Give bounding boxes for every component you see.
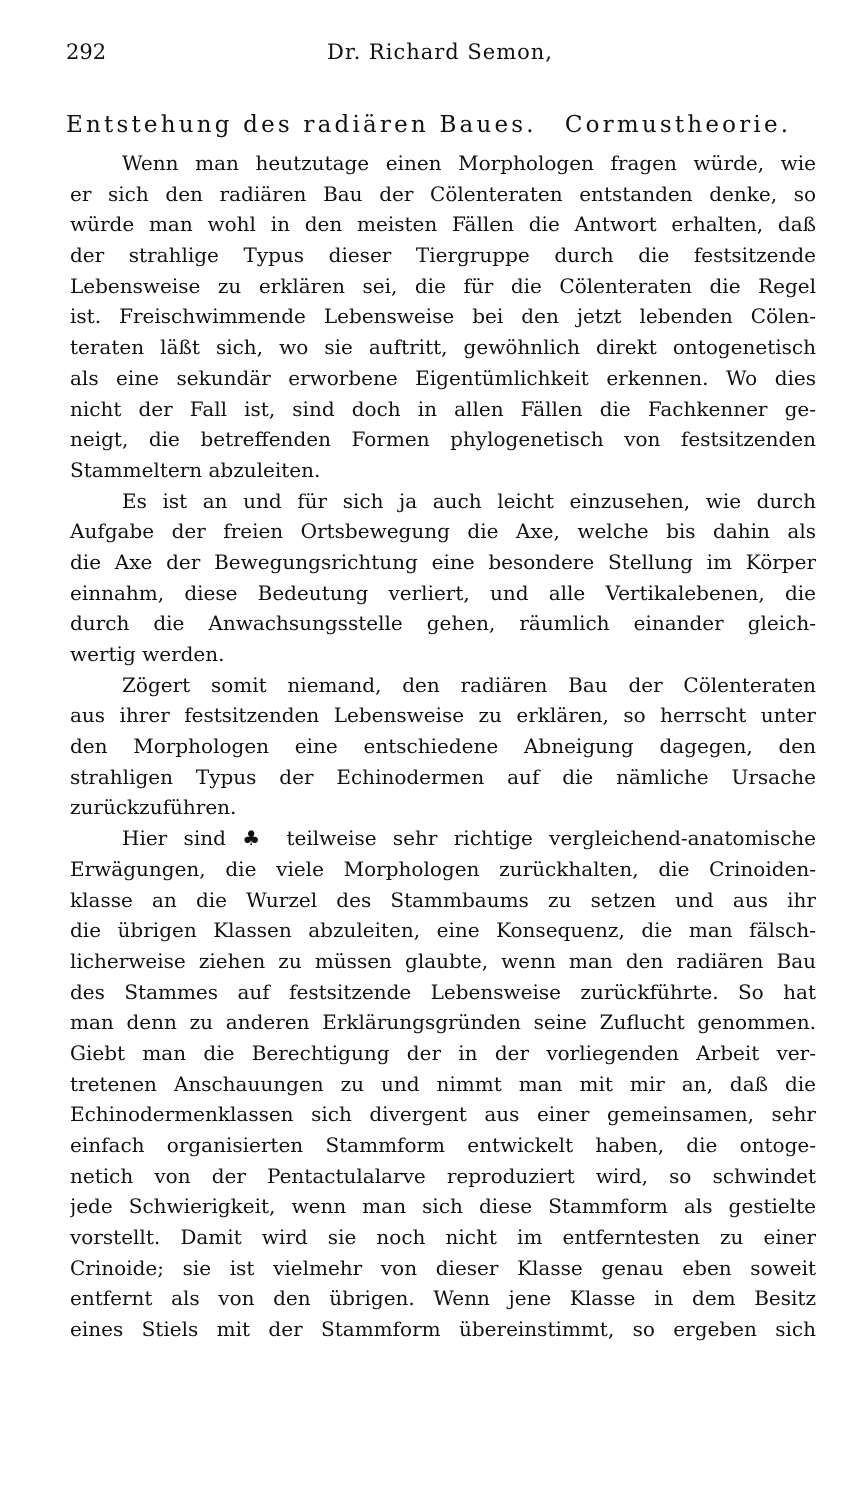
text-line: den Morphologen eine entschiedene Abneigung dagegen, den xyxy=(70,734,816,759)
text-line: Crinoide; sie ist vielmehr von dieser Klasse genau eben soweit xyxy=(70,1255,816,1280)
text-line: Aufgabe der freien Ortsbewegung die Axe, welche bis dahin als xyxy=(70,519,816,544)
text-line: tretenen Anschauungen zu und nimmt man mit mir an, daß die xyxy=(70,1071,816,1096)
text-line: Es ist an und für sich ja auch leicht einzusehen, wie durch xyxy=(122,488,816,513)
text-line: vorstellt. Damit wird sie noch nicht im entferntesten zu einer xyxy=(70,1225,816,1250)
text-line: man denn zu anderen Erklärungsgründen seine Zuflucht genommen. xyxy=(70,1010,816,1035)
text-line: neigt, die betreffenden Formen phylogenetisch von festsitzenden xyxy=(70,427,816,452)
text-line: ist. Freischwimmende Lebensweise bei den jetzt lebenden Cölen- xyxy=(70,304,816,329)
text-line: klasse an die Wurzel des Stammbaums zu setzen und aus ihr xyxy=(70,887,816,912)
page-header xyxy=(66,36,814,68)
text-line: Stammeltern abzuleiten. xyxy=(70,457,321,482)
text-line: licherweise ziehen zu müssen glaubte, wenn man den radiären Bau xyxy=(70,948,816,973)
section-heading-title: Entstehung des radiären Baues. xyxy=(66,112,537,138)
text-line: würde man wohl in den meisten Fällen die Antwort erhalten, daß xyxy=(70,212,816,237)
text-line: jede Schwierigkeit, wenn man sich diese Stammform als gestielte xyxy=(70,1194,816,1219)
text-line: strahligen Typus der Echinodermen auf die nämliche Ursache xyxy=(70,764,816,789)
text-line: wertig werden. xyxy=(70,642,225,666)
text-line: Lebensweise zu erklären sei, die für die Cölenteraten die Regel xyxy=(70,273,816,298)
text-line: Zögert somit niemand, den radiären Bau der Cölenteraten xyxy=(122,672,816,697)
paragraph xyxy=(70,670,816,823)
text-line: eines Stiels mit der Stammform übereinstimmt, so ergeben sich xyxy=(70,1317,816,1342)
paragraph xyxy=(70,823,816,1345)
text-line: einnahm, diese Bedeutung verliert, und alle Vertikalebenen, die xyxy=(70,580,816,605)
text-line: aus ihrer festsitzenden Lebensweise zu erklären, so herrscht unter xyxy=(70,703,816,728)
section-heading xyxy=(66,108,816,142)
text-line: Giebt man die Berechtigung der in der vorliegenden Arbeit ver- xyxy=(70,1040,816,1065)
text-line: die Axe der Bewegungsrichtung eine besondere Stellung im Körper xyxy=(70,549,816,574)
text-line xyxy=(70,823,816,854)
text-line: teraten läßt sich, wo sie auftritt, gewöhnlich direkt ontogenetisch xyxy=(70,335,816,360)
text-line: er sich den radiären Bau der Cölenteraten entstanden denke, so xyxy=(70,181,816,206)
text-line: durch die Anwachsungsstelle gehen, räumlich einander gleich- xyxy=(70,611,816,636)
ornament-glyph: ♣ xyxy=(242,826,271,851)
text-line: Erwägungen, die viele Morphologen zurückhalten, die Crinoiden- xyxy=(70,856,816,881)
text-fragment: Hier sind xyxy=(122,826,226,851)
text-line: die übrigen Klassen abzuleiten, eine Konsequenz, die man fälsch- xyxy=(70,918,816,943)
text-line: einfach organisierten Stammform entwickelt haben, die ontoge- xyxy=(70,1133,816,1157)
paragraph xyxy=(70,486,816,670)
text-line: entfernt als von den übrigen. Wenn jene Klasse in dem Besitz xyxy=(70,1286,816,1311)
paragraph xyxy=(70,148,816,486)
text-fragment: teilweise sehr richtige vergleichend-anatomische xyxy=(286,826,816,851)
page-number: 292 xyxy=(66,40,107,64)
body-text xyxy=(70,148,816,1345)
text-line: des Stammes auf festsitzende Lebensweise zurückführte. So hat xyxy=(70,979,816,1004)
text-line: zurückzuführen. xyxy=(70,795,237,820)
text-line: als eine sekundär erworbene Eigentümlichkeit erkennen. Wo dies xyxy=(70,365,816,390)
text-line: Echinodermenklassen sich divergent aus einer gemeinsamen, sehr xyxy=(70,1102,816,1127)
running-head: Dr. Richard Semon, xyxy=(327,40,553,64)
text-line: nicht der Fall ist, sind doch in allen Fällen die Fachkenner ge- xyxy=(70,396,816,421)
text-line: netich von der Pentactulalarve reproduziert wird, so schwindet xyxy=(70,1163,816,1188)
section-heading-subtitle: Cormustheorie. xyxy=(564,112,792,138)
text-line: der strahlige Typus dieser Tiergruppe durch die festsitzende xyxy=(70,243,816,268)
text-line: Wenn man heutzutage einen Morphologen fragen würde, wie xyxy=(122,151,816,175)
